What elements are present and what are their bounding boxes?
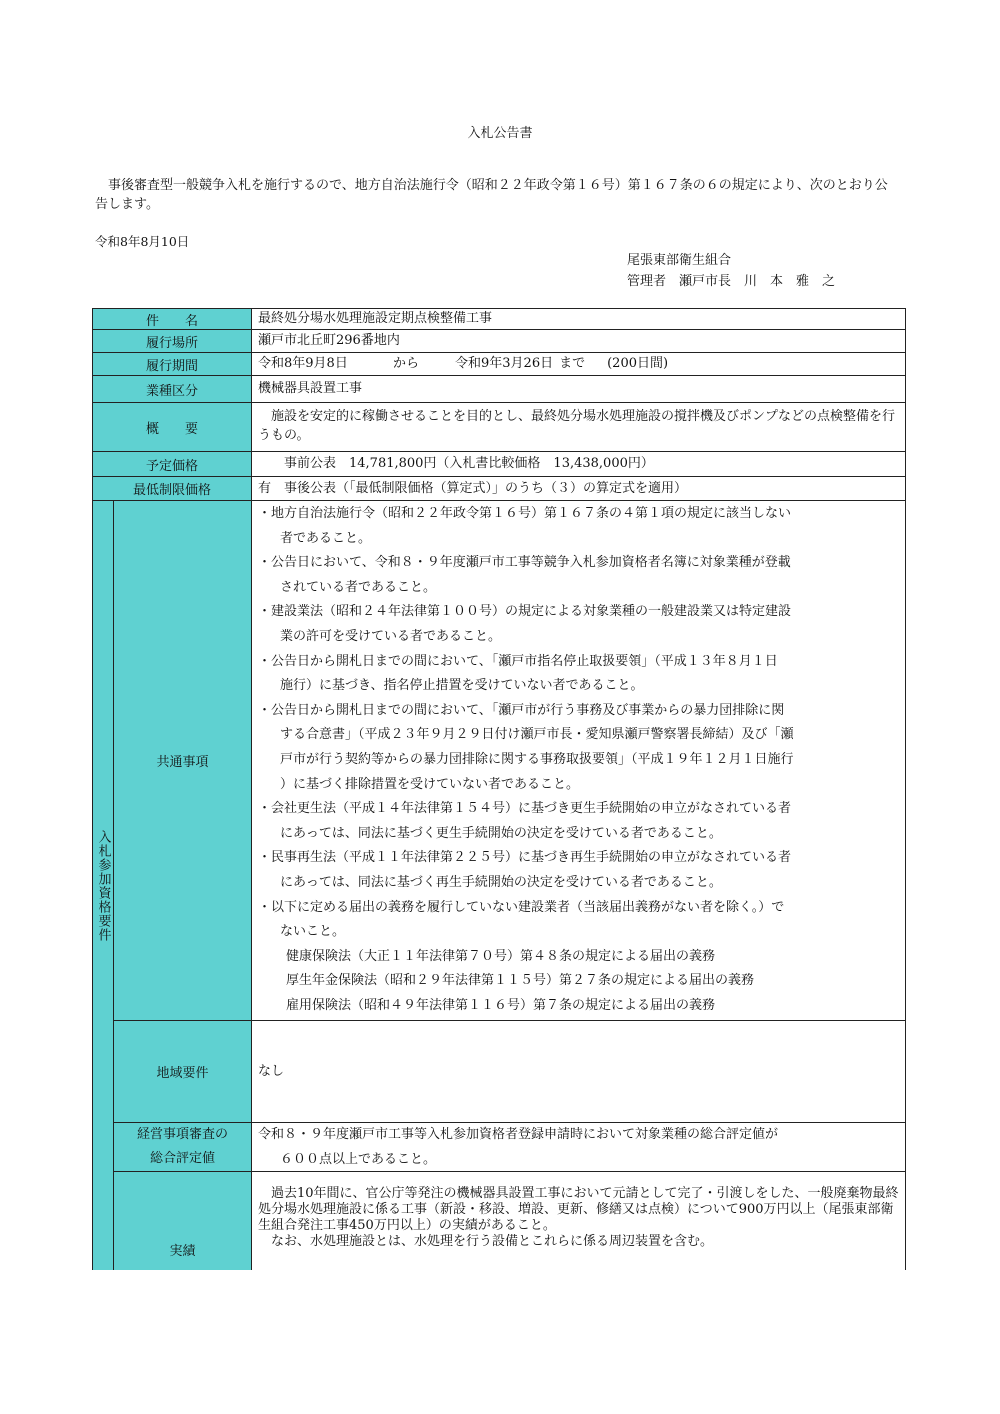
value-summary: 施設を安定的に稼働させることを目的とし、最終処分場水処理施設の撹拌機及びポンプなどの点検整備を行うもの。 <box>251 402 906 452</box>
record-note: なお、水処理施設とは、水処理を行う設備とこれらに係る周辺装置を含む。 <box>258 1234 714 1249</box>
label-record: 実績 <box>113 1171 252 1270</box>
label-period: 履行期間 <box>92 352 252 376</box>
period-from: から <box>393 356 420 371</box>
label-price: 予定価格 <box>92 451 252 477</box>
common-line: 者であること。 <box>280 530 372 546</box>
value-region: なし <box>251 1020 906 1123</box>
common-line: ）に基づく排除措置を受けていない者であること。 <box>280 776 580 792</box>
common-line: 戸市が行う契約等からの暴力団排除に関する事務取扱要領」（平成１９年１２月１日施行 <box>280 751 794 767</box>
common-line: にあっては、同法に基づく更生手続開始の決定を受けている者であること。 <box>280 825 722 841</box>
intro-paragraph: 事後審査型一般競争入札を施行するので、地方自治法施行令（昭和２２年政令第１６号）第１６７条の６の規定により、次のとおり公告します。 <box>95 178 888 212</box>
record-text: 過去10年間に、官公庁等発注の機械器具設置工事において元請として完了・引渡しをした、一般廃棄物最終処分場水処理施設に係る工事（新設・移設、増設、更新、修繕又は点検）について900万円以上（尾張東部衛生組合発注工事450万円以上）の実績があること。 <box>258 1186 899 1233</box>
value-min-price: 有 事後公表（「最低制限価格（算定式）」のうち（３）の算定式を適用） <box>251 476 906 501</box>
common-line: 施行）に基づき、指名停止措置を受けていない者であること。 <box>280 678 644 694</box>
common-line: 健康保険法（大正１１年法律第７０号）第４８条の規定による届出の義務 <box>286 948 716 964</box>
common-line: ・民事再生法（平成１１年法律第２２５号）に基づき再生手続開始の申立がなされている者 <box>258 850 792 866</box>
value-common <box>251 500 906 1021</box>
period-start: 令和8年9月8日 <box>258 356 348 371</box>
common-line: ・以下に定める届出の義務を履行していない建設業者（当該届出義務がない者を除く。）で <box>258 899 785 915</box>
score-label-line-1: 経営事項審査の <box>136 1127 228 1142</box>
value-name: 最終処分場水処理施設定期点検整備工事 <box>251 308 906 330</box>
common-line: 厚生年金保険法（昭和２９年法律第１１５号）第２７条の規定による届出の義務 <box>286 973 755 989</box>
issuer-administrator: 管理者 瀬戸市長 川 本 雅 之 <box>627 274 836 289</box>
common-line: する合意書」（平成２３年９月２９日付け瀬戸市長・愛知県瀬戸警察署長締結）及び「瀬 <box>280 727 794 743</box>
score-line-2: ６００点以上であること。 <box>280 1151 437 1167</box>
common-line: にあっては、同法に基づく再生手続開始の決定を受けている者であること。 <box>280 874 722 890</box>
common-line: ないこと。 <box>280 924 346 940</box>
common-line: ・地方自治法施行令（昭和２２年政令第１６号）第１６７条の４第１項の規定に該当しない <box>258 506 792 521</box>
issuer-organization: 尾張東部衛生組合 <box>627 253 732 268</box>
common-line: ・会社更生法（平成１４年法律第１５４号）に基づき更生手続開始の申立がなされている者 <box>258 801 792 817</box>
value-period <box>251 352 906 376</box>
label-min-price: 最低制限価格 <box>92 476 252 501</box>
common-line: ・建設業法（昭和２４年法律第１００号）の規定による対象業種の一般建設業又は特定建設 <box>258 604 792 620</box>
score-line-1: 令和８・９年度瀬戸市工事等入札参加資格者登録申請時において対象業種の総合評定値が <box>258 1127 779 1142</box>
value-price: 事前公表 14,781,800円（入札書比較価格 13,438,000円） <box>251 451 906 477</box>
announcement-date: 令和8年8月10日 <box>95 234 190 249</box>
common-line: ・公告日から開札日までの間において、「瀬戸市指名停止取扱要領」（平成１３年８月１日 <box>258 653 778 669</box>
score-label-line-2: 総合評定値 <box>149 1151 215 1166</box>
label-name: 件 名 <box>92 308 252 330</box>
label-qualification-group <box>92 500 114 1270</box>
value-score <box>251 1122 906 1172</box>
common-line: 雇用保険法（昭和４９年法律第１１６号）第７条の規定による届出の義務 <box>286 997 716 1013</box>
value-record <box>251 1171 906 1270</box>
period-until: まで <box>559 356 586 371</box>
qualification-group-text: 入札参加資格要件 <box>95 829 111 942</box>
label-region: 地域要件 <box>113 1020 252 1123</box>
label-common: 共通事項 <box>113 500 252 1021</box>
label-location: 履行場所 <box>92 329 252 353</box>
common-line: ・公告日において、令和８・９年度瀬戸市工事等競争入札参加資格者名簿に対象業種が登載 <box>258 555 791 571</box>
label-category: 業種区分 <box>92 375 252 403</box>
period-end: 令和9年3月26日 <box>455 356 554 371</box>
label-summary: 概 要 <box>92 402 252 452</box>
bid-notice-table <box>92 308 906 1270</box>
label-score <box>113 1122 252 1172</box>
common-line: 業の許可を受けている者であること。 <box>280 628 502 644</box>
period-days: (200日間) <box>607 356 669 371</box>
page-title: 入札公告書 <box>467 126 533 141</box>
common-line: ・公告日から開札日までの間において、「瀬戸市が行う事務及び事業からの暴力団排除に関 <box>258 702 785 718</box>
value-location: 瀬戸市北丘町296番地内 <box>251 329 906 353</box>
value-category: 機械器具設置工事 <box>251 375 906 403</box>
common-line: されている者であること。 <box>280 579 437 595</box>
